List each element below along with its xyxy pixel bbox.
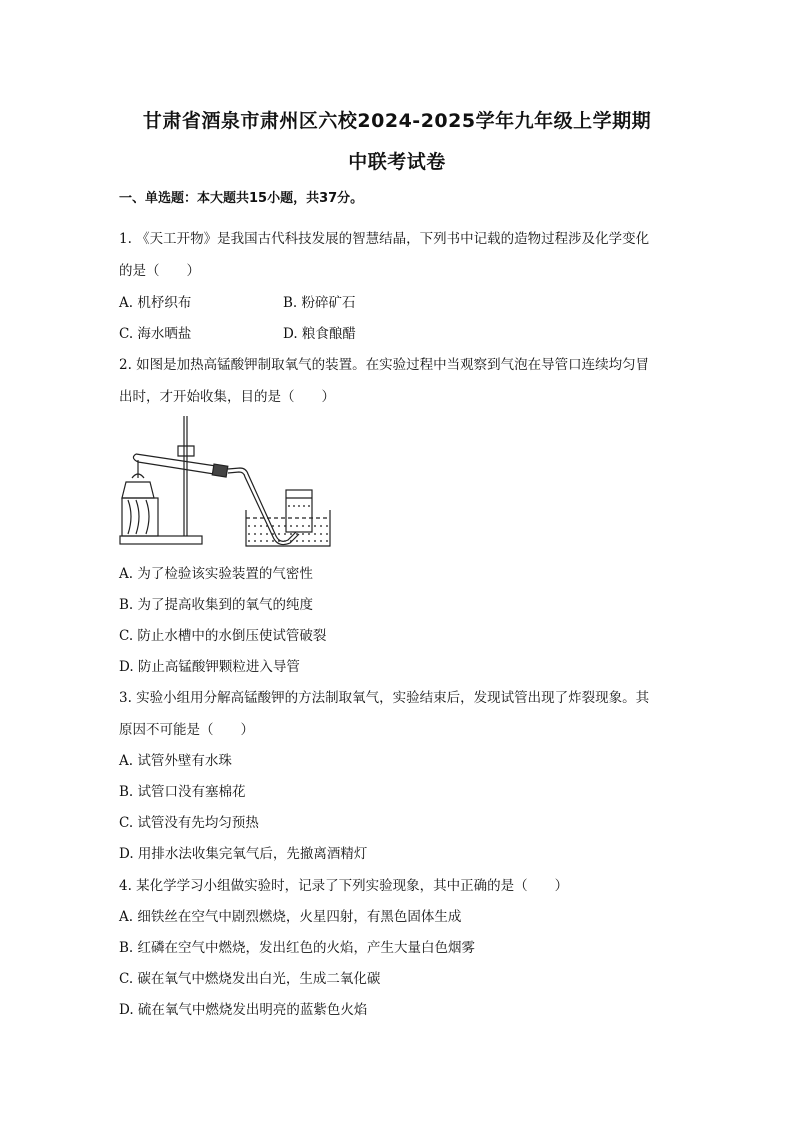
q1-option-b: B. 粉碎矿石 [283,295,356,311]
q3-option-a: A. 试管外壁有水珠 [119,753,232,769]
q4-stem-line1: 4. 某化学学习小组做实验时，记录了下列实验现象，其中正确的是（ ） [119,878,569,894]
iron-stand-base [120,536,202,544]
q1-option-c: C. 海水晒盐 [119,326,192,342]
clamp [178,446,194,456]
exam-title-line2: 中联考试卷 [348,151,446,173]
alcohol-lamp [122,460,154,498]
q1-option-d: D. 粮食酿醋 [283,326,356,342]
oxygen-apparatus-figure [118,412,336,552]
q2-option-b: B. 为了提高收集到的氧气的纯度 [119,597,314,613]
q1-option-a: A. 机杼织布 [119,295,192,311]
q3-option-c: C. 试管没有先均匀预热 [119,815,259,831]
q2-option-a: A. 为了检验该实验装置的气密性 [119,566,313,582]
q4-option-d: D. 硫在氧气中燃烧发出明亮的蓝紫色火焰 [119,1002,368,1018]
q3-stem-line2: 原因不可能是（ ） [119,722,254,738]
wooden-block [122,498,158,536]
q3-option-b: B. 试管口没有塞棉花 [119,784,246,800]
q2-stem-line2: 出时，才开始收集，目的是（ ） [119,389,335,405]
q1-stem-line2: 的是（ ） [119,263,200,279]
exam-title-line1: 甘肃省酒泉市肃州区六校2024-2025学年九年级上学期期 [142,110,652,132]
q1-stem-line1: 1. 《天工开物》是我国古代科技发展的智慧结晶，下列书中记载的造物过程涉及化学变化 [119,231,650,247]
test-tube [133,454,227,477]
q4-option-a: A. 细铁丝在空气中剧烈燃烧，火星四射，有黑色固体生成 [119,909,462,925]
q3-stem-line1: 3. 实验小组用分解高锰酸钾的方法制取氧气，实验结束后，发现试管出现了炸裂现象。其 [119,690,650,706]
q2-option-c: C. 防止水槽中的水倒压使试管破裂 [119,628,327,644]
q3-option-d: D. 用排水法收集完氧气后，先撤离酒精灯 [119,846,368,862]
q4-option-c: C. 碳在氧气中燃烧发出白光，生成二氧化碳 [119,971,381,987]
q2-stem-line1: 2. 如图是加热高锰酸钾制取氧气的装置。在实验过程中当观察到气泡在导管口连续均匀冒 [119,357,650,373]
q4-option-b: B. 红磷在空气中燃烧，发出红色的火焰，产生大量白色烟雾 [119,940,476,956]
section-heading: 一、单选题：本大题共15小题，共37分。 [119,191,364,206]
q2-option-d: D. 防止高锰酸钾颗粒进入导管 [119,659,300,675]
